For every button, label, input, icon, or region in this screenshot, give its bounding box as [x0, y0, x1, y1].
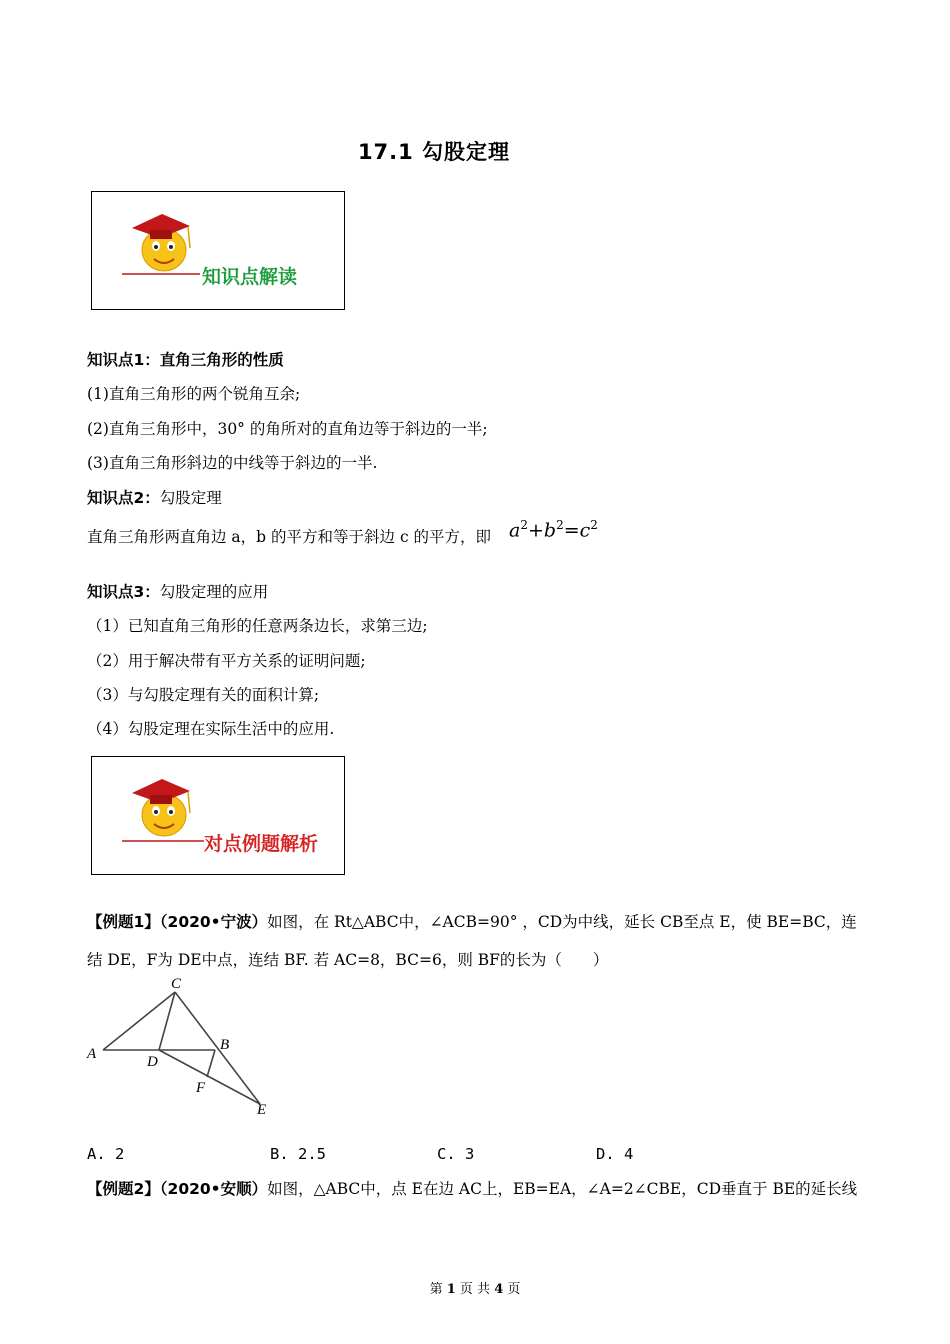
example2-text: 如图，△ABC中，点 E在边 AC上，EB=EA，∠A=2∠CBE，CD垂直于 BE的延长线: [267, 1180, 858, 1198]
example2-tag: 【例题2】（2020•安顺）: [87, 1180, 268, 1198]
point-label-f: F: [196, 1080, 206, 1096]
formula-plus: +: [527, 519, 544, 542]
formula-c: c: [579, 519, 591, 542]
section-banner-examples: [91, 756, 345, 875]
option-d[interactable]: D. 4: [596, 1145, 634, 1163]
example1-line2: 结 DE，F为 DE中点，连结 BF. 若 AC=8，BC=6，则 BF的长为（ ）: [87, 951, 609, 969]
point-label-e: E: [257, 1102, 267, 1118]
kp3-heading: [87, 582, 268, 602]
point-label-c: C: [171, 976, 182, 992]
option-a[interactable]: A. 2: [87, 1145, 125, 1163]
banner-label: 对点例题解析: [204, 833, 319, 855]
kp2-head-label: 知识点2：: [87, 489, 160, 507]
footer-mid: 页 共: [459, 1282, 491, 1297]
example2-line1: [87, 1179, 857, 1199]
banner-label: 知识点解读: [202, 266, 298, 288]
page-title: 17.1 勾股定理: [357, 140, 511, 164]
kp3-head-topic: 勾股定理的应用: [159, 583, 269, 601]
kp3-head-label: 知识点3：: [87, 583, 160, 601]
pythagorean-formula: [509, 518, 598, 541]
option-c[interactable]: C. 3: [437, 1145, 475, 1163]
footer-page-number: 1: [446, 1282, 456, 1297]
formula-a: a: [509, 519, 521, 542]
formula-exp: 2: [590, 518, 598, 532]
formula-exp: 2: [520, 518, 528, 532]
page-footer: [0, 1278, 950, 1297]
kp1-heading: 知识点1：直角三角形的性质: [87, 351, 284, 369]
formula-equals: =: [563, 519, 580, 542]
example1-text: 如图，在 Rt△ABC中，∠ACB=90° ，CD为中线，延长 CB至点 E，使 BE=BC，连: [267, 913, 857, 931]
kp3-item: （3）与勾股定理有关的面积计算;: [87, 686, 320, 704]
footer-suffix: 页: [507, 1282, 521, 1297]
formula-b: b: [543, 519, 557, 542]
example1-tag: 【例题1】（2020•宁波）: [87, 913, 268, 931]
point-label-d: D: [147, 1054, 158, 1070]
kp2-heading: [87, 488, 222, 508]
point-label-a: A: [87, 1046, 97, 1062]
kp3-item: （1）已知直角三角形的任意两条边长，求第三边;: [87, 617, 428, 635]
example1-line1: [87, 912, 857, 932]
section-banner-knowledge: [91, 191, 345, 310]
mascot-graduation-icon: [92, 192, 344, 309]
point-label-b: B: [220, 1037, 230, 1053]
kp2-statement: 直角三角形两直角边 a，b 的平方和等于斜边 c 的平方，即: [87, 528, 492, 546]
kp2-head-topic: 勾股定理: [159, 489, 222, 507]
formula-exp: 2: [556, 518, 564, 532]
kp3-item: （4）勾股定理在实际生活中的应用.: [87, 720, 335, 738]
mascot-graduation-icon: [92, 757, 344, 874]
kp3-item: （2）用于解决带有平方关系的证明问题;: [87, 652, 366, 670]
kp2-text: [87, 527, 491, 547]
example1-triangle-figure: [80, 974, 280, 1124]
footer-total-pages: 4: [494, 1282, 504, 1297]
kp1-item: (1)直角三角形的两个锐角互余;: [87, 385, 301, 403]
option-b[interactable]: B. 2.5: [270, 1145, 326, 1163]
kp1-item: (3)直角三角形斜边的中线等于斜边的一半.: [87, 454, 378, 472]
footer-prefix: 第: [429, 1282, 443, 1297]
kp1-item: (2)直角三角形中，30° 的角所对的直角边等于斜边的一半;: [87, 420, 488, 438]
